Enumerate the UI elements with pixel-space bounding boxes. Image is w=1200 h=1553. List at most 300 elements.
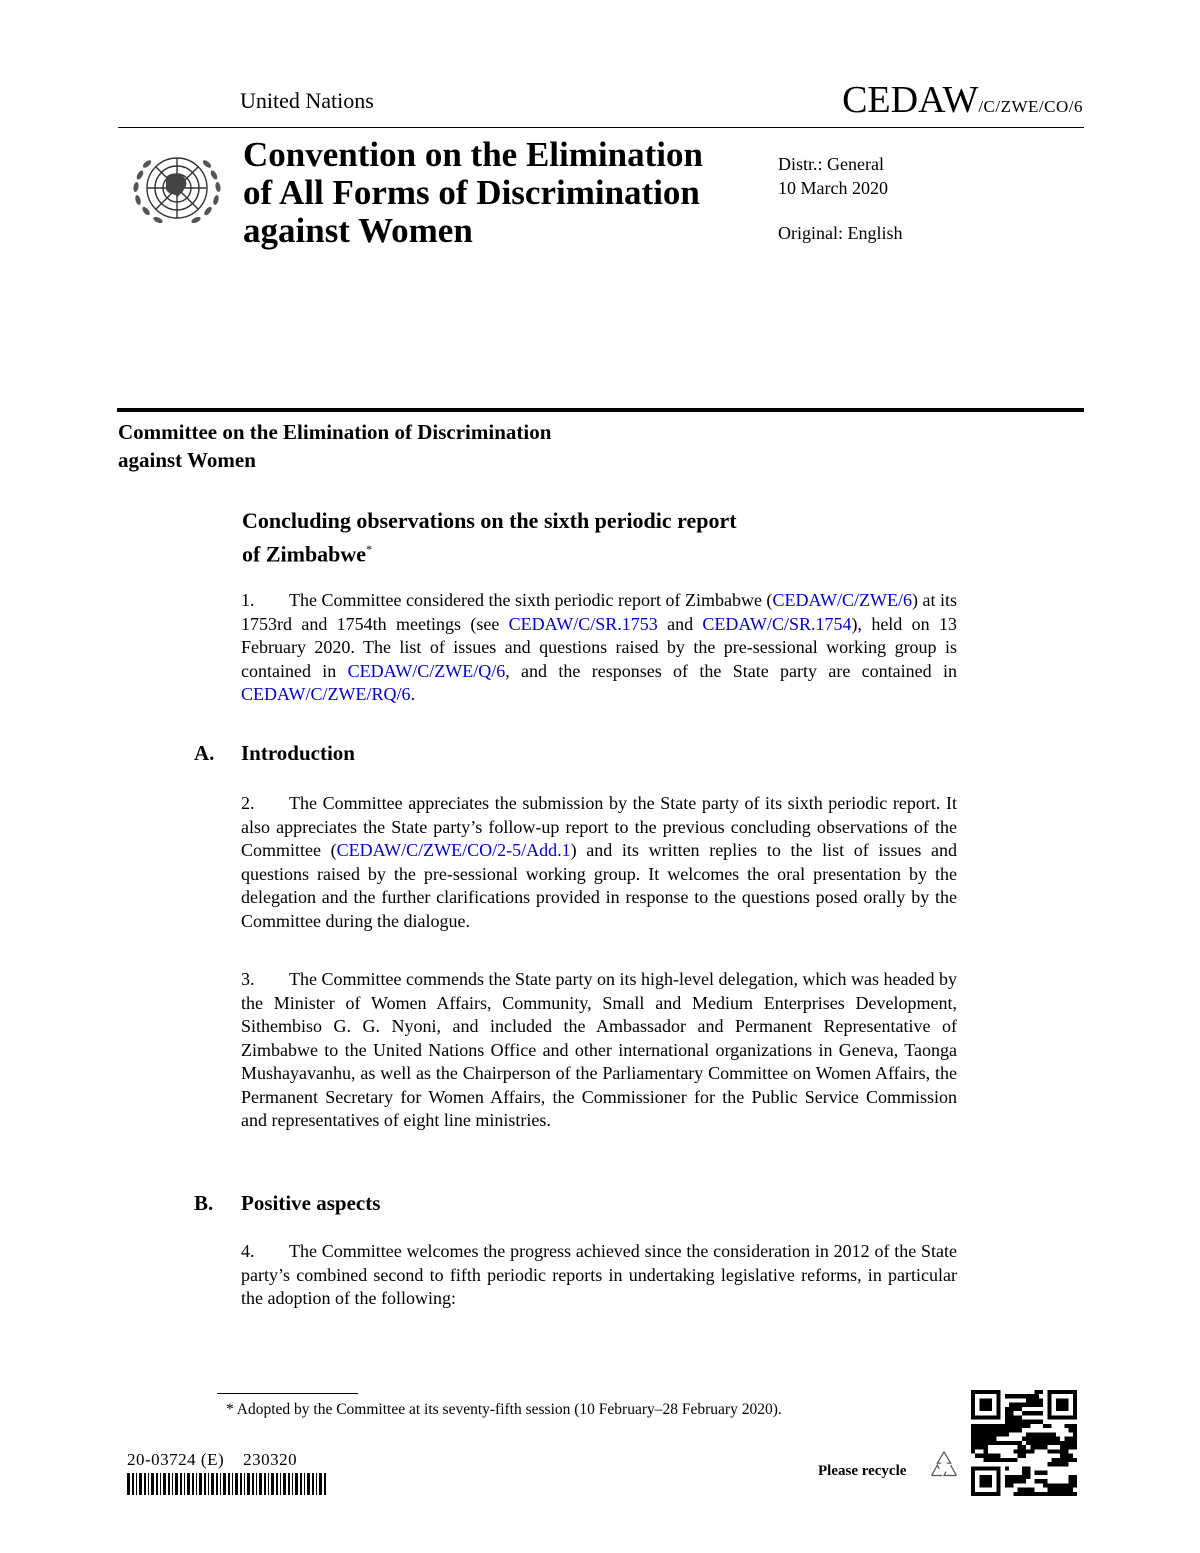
recycle-icon bbox=[925, 1447, 963, 1485]
qr-module bbox=[1009, 1394, 1013, 1398]
barcode-bar bbox=[223, 1473, 226, 1495]
qr-module bbox=[1073, 1424, 1077, 1428]
qr-module bbox=[971, 1437, 975, 1441]
committee-line: against Women bbox=[118, 448, 256, 472]
paragraph-text: . bbox=[410, 684, 416, 704]
qr-module bbox=[1052, 1449, 1056, 1453]
qr-module bbox=[1060, 1483, 1064, 1487]
qr-module bbox=[1035, 1390, 1039, 1394]
section-letter: A. bbox=[194, 741, 215, 765]
original-language: Original: English bbox=[778, 223, 903, 243]
qr-module bbox=[1018, 1488, 1022, 1492]
qr-module bbox=[1069, 1488, 1073, 1492]
paragraph-number: 4. bbox=[241, 1241, 255, 1261]
barcode-bar bbox=[127, 1473, 130, 1495]
barcode-bar bbox=[139, 1473, 142, 1495]
qr-module bbox=[1069, 1441, 1073, 1445]
document-title-line: Concluding observations on the sixth periodic report bbox=[242, 508, 737, 533]
barcode-bar bbox=[228, 1473, 230, 1495]
qr-module bbox=[1022, 1424, 1026, 1428]
qr-module bbox=[992, 1458, 996, 1462]
qr-module bbox=[1030, 1411, 1034, 1415]
qr-module bbox=[1013, 1458, 1017, 1462]
qr-module bbox=[1009, 1479, 1013, 1483]
qr-module bbox=[1043, 1479, 1047, 1483]
qr-module bbox=[984, 1441, 988, 1445]
barcode-bar bbox=[316, 1473, 317, 1495]
qr-module bbox=[1013, 1420, 1017, 1424]
qr-module bbox=[975, 1428, 979, 1432]
barcode-bar bbox=[319, 1473, 322, 1495]
qr-module bbox=[1043, 1441, 1047, 1445]
barcode-icon bbox=[127, 1473, 327, 1495]
qr-module bbox=[975, 1441, 979, 1445]
qr-module bbox=[992, 1437, 996, 1441]
qr-module bbox=[1013, 1441, 1017, 1445]
barcode-bar bbox=[324, 1473, 326, 1495]
qr-module bbox=[1005, 1407, 1009, 1411]
barcode-bar bbox=[304, 1473, 305, 1495]
barcode-bar bbox=[136, 1473, 137, 1495]
qr-module bbox=[971, 1432, 975, 1436]
barcode-bar bbox=[172, 1473, 173, 1495]
qr-module bbox=[1001, 1428, 1005, 1432]
barcode-bar bbox=[220, 1473, 221, 1495]
qr-module bbox=[1043, 1437, 1047, 1441]
qr-module bbox=[1039, 1390, 1043, 1394]
qr-module bbox=[988, 1424, 992, 1428]
paragraph-text: The Committee welcomes the progress achieved since the consideration in 2012 of the State party’s combined second to fifth periodic reports in undertaking legislative reforms, in particular the adoption of the following: bbox=[241, 1241, 957, 1308]
qr-module bbox=[1013, 1479, 1017, 1483]
qr-module bbox=[996, 1454, 1000, 1458]
paragraph-text: ) and its written replies to the list of issues and questions raised by the pre-sessional working group. It welcomes the oral presentation by the delegation and the further clarifications provided in response to the questions posed orally by the Committee during the dialogue. bbox=[241, 840, 957, 931]
qr-module bbox=[1035, 1432, 1039, 1436]
qr-module bbox=[1005, 1466, 1009, 1470]
qr-module bbox=[984, 1428, 988, 1432]
qr-module bbox=[1073, 1432, 1077, 1436]
paragraph-text: and bbox=[657, 613, 703, 634]
qr-module bbox=[1039, 1479, 1043, 1483]
qr-module bbox=[1030, 1488, 1034, 1492]
qr-module bbox=[988, 1458, 992, 1462]
qr-module bbox=[1064, 1449, 1068, 1453]
qr-module bbox=[1026, 1420, 1030, 1424]
qr-module bbox=[1018, 1475, 1022, 1479]
barcode-bar bbox=[187, 1473, 190, 1495]
qr-module bbox=[1064, 1458, 1068, 1462]
qr-module bbox=[1056, 1483, 1060, 1487]
qr-module bbox=[1056, 1488, 1060, 1492]
barcode-bar bbox=[312, 1473, 314, 1495]
header-rule bbox=[118, 127, 1084, 128]
qr-module bbox=[1005, 1483, 1009, 1487]
qr-module bbox=[988, 1454, 992, 1458]
qr-module bbox=[1018, 1445, 1022, 1449]
qr-module bbox=[1073, 1428, 1077, 1432]
qr-module bbox=[1069, 1454, 1073, 1458]
qr-module bbox=[984, 1449, 988, 1453]
distribution-type: Distr.: General bbox=[778, 154, 884, 174]
qr-module bbox=[1039, 1420, 1043, 1424]
qr-module bbox=[1013, 1394, 1017, 1398]
qr-module bbox=[1047, 1483, 1051, 1487]
qr-module bbox=[1073, 1445, 1077, 1449]
qr-module bbox=[1069, 1479, 1073, 1483]
qr-module bbox=[1030, 1403, 1034, 1407]
qr-module bbox=[979, 1437, 983, 1441]
qr-module bbox=[1026, 1437, 1030, 1441]
qr-module bbox=[1060, 1488, 1064, 1492]
convention-title-line: Convention on the Elimination bbox=[243, 135, 703, 174]
qr-module bbox=[971, 1449, 975, 1453]
qr-module bbox=[1005, 1428, 1009, 1432]
paragraph-number: 2. bbox=[241, 793, 255, 813]
footnote-mark: * bbox=[366, 542, 373, 556]
symbol-main: CEDAW bbox=[842, 79, 979, 121]
distribution-info bbox=[778, 152, 888, 200]
qr-module bbox=[1022, 1488, 1026, 1492]
qr-module bbox=[1043, 1432, 1047, 1436]
qr-module bbox=[996, 1424, 1000, 1428]
qr-module bbox=[1018, 1454, 1022, 1458]
footnote-rule bbox=[217, 1393, 358, 1394]
qr-module bbox=[1022, 1420, 1026, 1424]
qr-module bbox=[1069, 1445, 1073, 1449]
qr-module bbox=[1069, 1437, 1073, 1441]
qr-module bbox=[1026, 1411, 1030, 1415]
qr-module bbox=[971, 1428, 975, 1432]
qr-module bbox=[979, 1445, 983, 1449]
qr-module bbox=[1060, 1458, 1064, 1462]
qr-module bbox=[1009, 1428, 1013, 1432]
qr-module bbox=[1005, 1411, 1009, 1415]
qr-module bbox=[1009, 1403, 1013, 1407]
qr-module bbox=[971, 1424, 975, 1428]
qr-module bbox=[1005, 1432, 1009, 1436]
qr-module bbox=[1035, 1445, 1039, 1449]
qr-module bbox=[1039, 1441, 1043, 1445]
qr-module bbox=[1030, 1449, 1034, 1453]
qr-module bbox=[979, 1398, 992, 1411]
qr-module bbox=[1005, 1441, 1009, 1445]
qr-code-icon bbox=[971, 1390, 1077, 1496]
document-link[interactable]: CEDAW/C/ZWE/Q/6 bbox=[347, 660, 506, 681]
qr-module bbox=[988, 1441, 992, 1445]
paragraph-number: 3. bbox=[241, 969, 255, 989]
qr-module bbox=[1018, 1407, 1022, 1411]
barcode-bar bbox=[180, 1473, 182, 1495]
footnote: * Adopted by the Committee at its seventy-fifth session (10 February–28 February 2020). bbox=[226, 1401, 782, 1418]
qr-module bbox=[1005, 1458, 1009, 1462]
qr-module bbox=[1005, 1479, 1009, 1483]
qr-module bbox=[1005, 1475, 1009, 1479]
qr-module bbox=[1022, 1492, 1026, 1496]
document-link[interactable]: CEDAW/C/ZWE/RQ/6 bbox=[241, 684, 411, 704]
qr-module bbox=[1073, 1492, 1077, 1496]
qr-module bbox=[1013, 1428, 1017, 1432]
barcode-bar bbox=[292, 1473, 293, 1495]
qr-module bbox=[996, 1441, 1000, 1445]
qr-module bbox=[1001, 1424, 1005, 1428]
qr-module bbox=[1069, 1475, 1073, 1479]
qr-module bbox=[1052, 1492, 1056, 1496]
qr-module bbox=[1043, 1471, 1047, 1475]
qr-module bbox=[1060, 1449, 1064, 1453]
paragraph-text: ), held on 13 February 2020. The list of issues and questions raised by the pre-sessional working group is contained in bbox=[241, 613, 957, 681]
qr-module bbox=[1009, 1424, 1013, 1428]
qr-module bbox=[992, 1441, 996, 1445]
qr-module bbox=[1039, 1432, 1043, 1436]
qr-module bbox=[1001, 1441, 1005, 1445]
qr-module bbox=[1030, 1492, 1034, 1496]
qr-module bbox=[975, 1424, 979, 1428]
qr-module bbox=[1039, 1437, 1043, 1441]
qr-module bbox=[988, 1428, 992, 1432]
barcode-bar bbox=[300, 1473, 302, 1495]
qr-module bbox=[1064, 1492, 1068, 1496]
document-link[interactable]: CEDAW/C/ZWE/CO/2-5/Add.1 bbox=[336, 840, 571, 860]
barcode-bar bbox=[252, 1473, 254, 1495]
qr-module bbox=[988, 1437, 992, 1441]
barcode-bar bbox=[247, 1473, 250, 1495]
qr-module bbox=[1005, 1420, 1009, 1424]
document-link[interactable]: CEDAW/C/ZWE/6 bbox=[772, 590, 912, 610]
qr-module bbox=[1030, 1441, 1034, 1445]
qr-module bbox=[1056, 1492, 1060, 1496]
qr-module bbox=[1005, 1415, 1009, 1419]
qr-module bbox=[1056, 1441, 1060, 1445]
qr-module bbox=[1026, 1488, 1030, 1492]
qr-module bbox=[1022, 1466, 1026, 1470]
qr-module bbox=[984, 1437, 988, 1441]
qr-module bbox=[1035, 1403, 1039, 1407]
qr-module bbox=[1039, 1403, 1043, 1407]
qr-module bbox=[1013, 1424, 1017, 1428]
barcode-bar bbox=[144, 1473, 146, 1495]
barcode-bar bbox=[295, 1473, 298, 1495]
qr-module bbox=[1026, 1466, 1030, 1470]
qr-module bbox=[1073, 1437, 1077, 1441]
org-name: United Nations bbox=[240, 88, 374, 113]
qr-module bbox=[1018, 1479, 1022, 1483]
qr-module bbox=[1026, 1471, 1030, 1475]
qr-module bbox=[1030, 1420, 1034, 1424]
qr-module bbox=[1039, 1398, 1043, 1402]
qr-module bbox=[1009, 1475, 1013, 1479]
qr-module bbox=[1060, 1454, 1064, 1458]
qr-module bbox=[1035, 1420, 1039, 1424]
paragraph-2 bbox=[241, 792, 957, 933]
qr-module bbox=[1060, 1441, 1064, 1445]
qr-module bbox=[975, 1437, 979, 1441]
qr-module bbox=[1022, 1449, 1026, 1453]
qr-module bbox=[1026, 1492, 1030, 1496]
qr-module bbox=[1018, 1420, 1022, 1424]
qr-module bbox=[1073, 1475, 1077, 1479]
barcode-bar bbox=[232, 1473, 233, 1495]
qr-module bbox=[1060, 1492, 1064, 1496]
committee-name bbox=[118, 418, 678, 474]
qr-module bbox=[984, 1445, 988, 1449]
qr-module bbox=[979, 1432, 983, 1436]
qr-module bbox=[1052, 1432, 1056, 1436]
section-letter: B. bbox=[194, 1191, 214, 1215]
qr-module bbox=[1039, 1492, 1043, 1496]
qr-module bbox=[1043, 1492, 1047, 1496]
qr-module bbox=[1064, 1445, 1068, 1449]
qr-module bbox=[1073, 1441, 1077, 1445]
barcode-bar bbox=[199, 1473, 202, 1495]
committee-line: Committee on the Elimination of Discrimination bbox=[118, 420, 552, 444]
qr-module bbox=[1022, 1411, 1026, 1415]
qr-module bbox=[992, 1428, 996, 1432]
barcode-bar bbox=[208, 1473, 209, 1495]
barcode-bar bbox=[204, 1473, 206, 1495]
paragraph-4 bbox=[241, 1240, 957, 1311]
paragraph-1 bbox=[241, 589, 957, 707]
document-link[interactable]: CEDAW/C/SR.1753 bbox=[508, 613, 658, 634]
qr-module bbox=[1018, 1403, 1022, 1407]
barcode-bar bbox=[235, 1473, 238, 1495]
paragraph-text: , and the responses of the State party are contained in bbox=[505, 660, 957, 681]
qr-module bbox=[1013, 1449, 1017, 1453]
convention-title-line: against Women bbox=[243, 211, 473, 250]
barcode-bar bbox=[280, 1473, 281, 1495]
qr-module bbox=[1047, 1449, 1051, 1453]
qr-module bbox=[1013, 1492, 1017, 1496]
qr-module bbox=[1013, 1403, 1017, 1407]
qr-module bbox=[1047, 1432, 1051, 1436]
qr-module bbox=[1009, 1483, 1013, 1487]
qr-module bbox=[1056, 1458, 1060, 1462]
qr-module bbox=[1026, 1441, 1030, 1445]
qr-module bbox=[1035, 1394, 1039, 1398]
qr-module bbox=[1030, 1394, 1034, 1398]
document-title bbox=[242, 507, 942, 568]
qr-module bbox=[984, 1432, 988, 1436]
qr-module bbox=[1013, 1475, 1017, 1479]
barcode-bar bbox=[264, 1473, 266, 1495]
qr-module bbox=[1009, 1420, 1013, 1424]
qr-module bbox=[1009, 1411, 1013, 1415]
qr-module bbox=[1013, 1407, 1017, 1411]
barcode-bar bbox=[276, 1473, 278, 1495]
qr-module bbox=[1039, 1471, 1043, 1475]
qr-module bbox=[979, 1428, 983, 1432]
barcode-bar bbox=[259, 1473, 262, 1495]
qr-module bbox=[1052, 1437, 1056, 1441]
qr-module bbox=[1022, 1475, 1026, 1479]
thick-rule bbox=[117, 408, 1084, 412]
qr-module bbox=[1026, 1449, 1030, 1453]
qr-module bbox=[1009, 1458, 1013, 1462]
qr-module bbox=[1056, 1437, 1060, 1441]
document-title-line: of Zimbabwe bbox=[242, 541, 367, 567]
paragraph-text: The Committee considered the sixth periodic report of Zimbabwe ( bbox=[289, 590, 773, 610]
paragraph-text: ) at its 1753rd and 1754th meetings (see bbox=[241, 590, 957, 634]
convention-title bbox=[243, 136, 753, 250]
qr-module bbox=[1009, 1441, 1013, 1445]
qr-module bbox=[1047, 1424, 1051, 1428]
qr-module bbox=[1069, 1458, 1073, 1462]
qr-module bbox=[1069, 1483, 1073, 1487]
paragraph-text: The Committee appreciates the submission by the State party of its sixth periodic report. It also appreciates the State party’s follow-up report to the previous concluding observations of the Committee ( bbox=[241, 793, 957, 860]
qr-module bbox=[1030, 1445, 1034, 1449]
barcode-bar bbox=[240, 1473, 242, 1495]
qr-module bbox=[1026, 1394, 1030, 1398]
qr-module bbox=[1064, 1483, 1068, 1487]
qr-module bbox=[988, 1432, 992, 1436]
convention-title-line: of All Forms of Discrimination bbox=[243, 173, 700, 212]
qr-module bbox=[1052, 1441, 1056, 1445]
qr-module bbox=[979, 1454, 983, 1458]
qr-module bbox=[1064, 1424, 1068, 1428]
qr-module bbox=[1009, 1407, 1013, 1411]
qr-module bbox=[1026, 1424, 1030, 1428]
barcode-bar bbox=[216, 1473, 218, 1495]
qr-module bbox=[1069, 1424, 1073, 1428]
qr-module bbox=[1030, 1398, 1034, 1402]
un-emblem-icon bbox=[122, 135, 232, 245]
qr-module bbox=[1073, 1479, 1077, 1483]
document-link[interactable]: CEDAW/C/SR.1754 bbox=[702, 613, 852, 634]
barcode-bar bbox=[156, 1473, 158, 1495]
qr-module bbox=[1018, 1394, 1022, 1398]
qr-module bbox=[1030, 1437, 1034, 1441]
qr-module bbox=[979, 1441, 983, 1445]
qr-module bbox=[1069, 1428, 1073, 1432]
symbol-rest: /C/ZWE/CO/6 bbox=[978, 97, 1083, 116]
qr-module bbox=[992, 1454, 996, 1458]
qr-module bbox=[1035, 1479, 1039, 1483]
barcode-bar bbox=[271, 1473, 274, 1495]
qr-module bbox=[1005, 1424, 1009, 1428]
section-title: Introduction bbox=[241, 741, 355, 765]
qr-module bbox=[1035, 1398, 1039, 1402]
qr-module bbox=[1052, 1483, 1056, 1487]
qr-module bbox=[1026, 1475, 1030, 1479]
qr-module bbox=[1047, 1441, 1051, 1445]
qr-module bbox=[1005, 1394, 1009, 1398]
qr-module bbox=[1047, 1488, 1051, 1492]
qr-module bbox=[992, 1424, 996, 1428]
qr-module bbox=[1039, 1445, 1043, 1449]
paragraph-text: The Committee commends the State party on its high-level delegation, which was headed by the Minister of Women Affairs, Community, Small and Medium Enterprises Development, Sithembiso G. G. Nyoni, and included the Ambassador and Permanent Representative of Zimbabwe to the United Nations Office and other international organizations in Geneva, Taonga Mushayavanhu, as well as the Chairperson of the Parliamentary Committee on Women Affairs, the Permanent Secretary for Women Affairs, the Commissioner for the Public Service Commission and representatives of eight line ministries. bbox=[241, 969, 957, 1130]
barcode-bar bbox=[151, 1473, 154, 1495]
document-symbol bbox=[842, 78, 1083, 122]
barcode-bar bbox=[283, 1473, 286, 1495]
qr-module bbox=[975, 1432, 979, 1436]
qr-module bbox=[1018, 1424, 1022, 1428]
qr-module bbox=[1018, 1415, 1022, 1419]
qr-module bbox=[1073, 1483, 1077, 1487]
qr-module bbox=[1056, 1398, 1069, 1411]
qr-module bbox=[975, 1454, 979, 1458]
barcode-bar bbox=[192, 1473, 194, 1495]
qr-module bbox=[971, 1445, 975, 1449]
barcode-bar bbox=[196, 1473, 197, 1495]
qr-module bbox=[1022, 1403, 1026, 1407]
barcode-bar bbox=[244, 1473, 245, 1495]
paragraph-number: 1. bbox=[241, 590, 255, 610]
qr-module bbox=[1001, 1432, 1005, 1436]
barcode-bar bbox=[288, 1473, 290, 1495]
qr-module bbox=[1043, 1445, 1047, 1449]
qr-module bbox=[1064, 1462, 1068, 1466]
qr-module bbox=[1064, 1454, 1068, 1458]
qr-module bbox=[1022, 1471, 1026, 1475]
section-title: Positive aspects bbox=[241, 1191, 381, 1215]
